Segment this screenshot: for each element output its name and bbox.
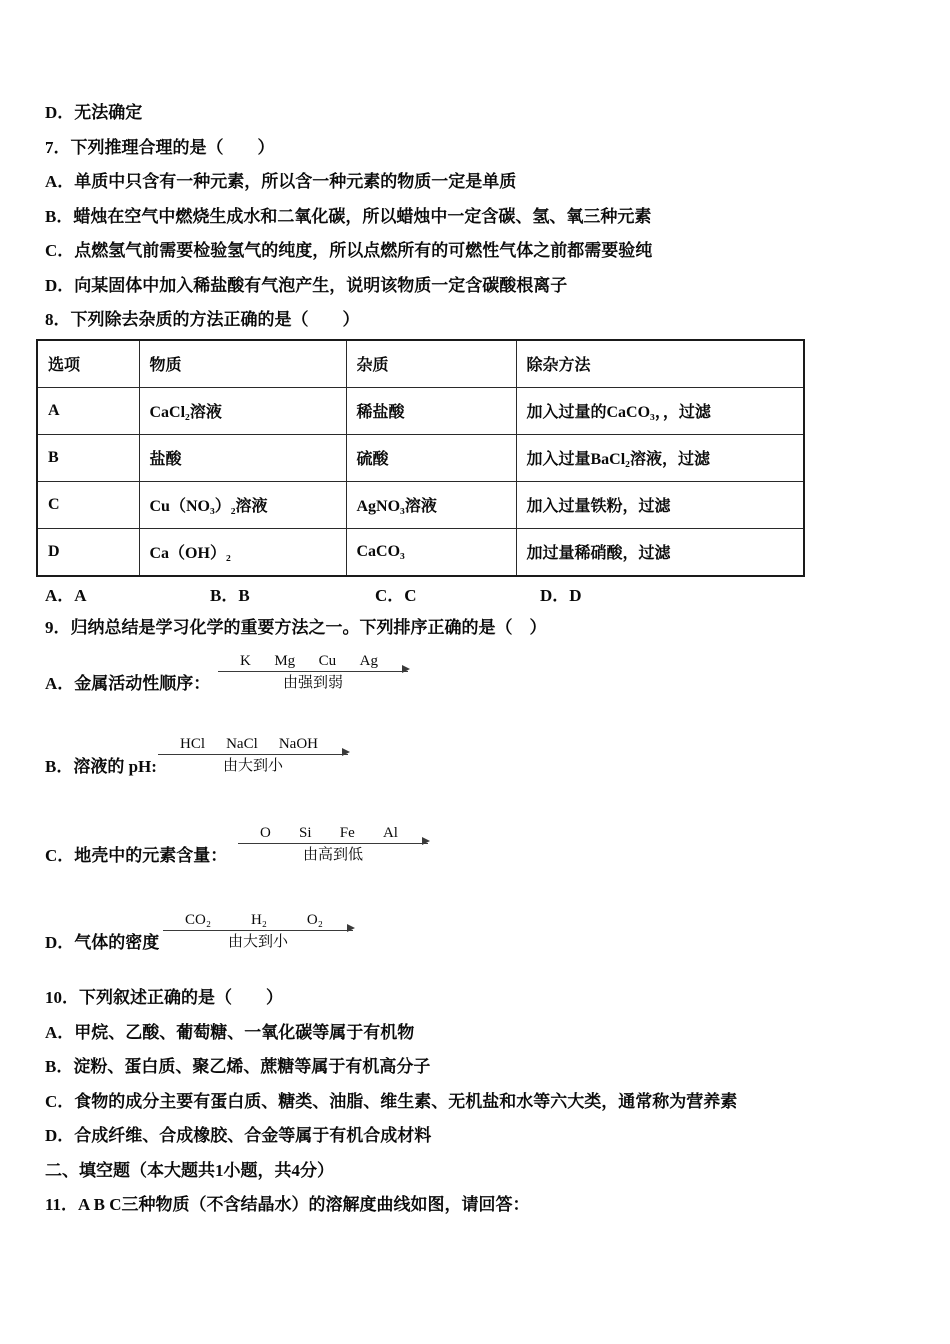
header-substance: 物质 [139, 340, 346, 388]
sequence-item: O₂ [306, 912, 323, 928]
sequence-direction: 由强到弱 [282, 675, 343, 691]
sequence-item: H₂ [250, 912, 268, 928]
sequence-direction: 由大到小 [222, 758, 283, 774]
sequence-item: CO₂ [185, 912, 212, 928]
q7-option-b: B．蜡烛在空气中燃烧生成水和二氧化碳，所以蜡烛中一定含碳、氢、氧三种元素 [45, 206, 652, 226]
q7-option-d: D．向某固体中加入稀盐酸有气泡产生，说明该物质一定含碳酸根离子 [45, 275, 568, 295]
sequence-diagram-metal-activity [218, 651, 408, 694]
q8-answer-choices [45, 581, 907, 611]
arrow-head-icon [342, 748, 350, 756]
cell-option: B [37, 434, 139, 481]
sequence-direction: 由大到小 [227, 934, 288, 950]
q10-option-b: B．淀粉、蛋白质、聚乙烯、蔗糖等属于有机高分子 [45, 1057, 431, 1076]
q9-option-d-label: D．气体的密度 [45, 933, 160, 952]
q9-option-c-row [45, 823, 907, 866]
header-impurity: 杂质 [346, 340, 516, 388]
q7-stem: 7．下列推理合理的是（ ） [45, 137, 275, 157]
sequence-item: NaOH [278, 736, 318, 752]
arrow-head-icon [402, 665, 410, 673]
q8-stem: 8．下列除去杂质的方法正确的是（ ） [45, 310, 360, 329]
section-2-heading: 二、填空题（本大题共1小题，共4分） [45, 1160, 334, 1180]
cell-option: A [37, 387, 139, 434]
table-row [37, 434, 804, 481]
arrow-head-icon [422, 837, 430, 845]
sequence-item: O [260, 825, 271, 841]
cell-substance: Ca（OH）₂ [139, 528, 346, 576]
cell-impurity: AgNO₃溶液 [346, 481, 516, 528]
table-row [37, 481, 804, 528]
q8-answer-a: A．A [45, 585, 87, 605]
sequence-diagram-gas-density [163, 910, 353, 953]
sequence-items [238, 823, 428, 844]
cell-method: 加入过量铁粉，过滤 [516, 481, 804, 528]
header-option: 选项 [37, 340, 139, 388]
q9-option-b-row [45, 734, 907, 777]
sequence-direction: 由高到低 [302, 847, 363, 863]
q10-option-c: C．食物的成分主要有蛋白质、糖类、油脂、维生素、无机盐和水等六大类，通常称为营养素 [45, 1091, 738, 1111]
q7-option-c: C．点燃氢气前需要检验氢气的纯度，所以点燃所有的可燃性气体之前都需要验纯 [45, 241, 653, 260]
sequence-item: NaCl [226, 736, 258, 752]
sequence-item: Cu [318, 653, 337, 669]
q9-stem: 9．归纳总结是学习化学的重要方法之一。下列排序正确的是（ ） [45, 617, 547, 637]
cell-method: 加入过量BaCl₂溶液，过滤 [516, 434, 804, 481]
sequence-diagram-ph [158, 734, 348, 777]
sequence-item: Al [382, 825, 398, 841]
cell-substance: CaCl₂溶液 [139, 387, 346, 434]
cell-substance: 盐酸 [139, 434, 346, 481]
header-method: 除杂方法 [516, 340, 804, 388]
cell-impurity: 稀盐酸 [346, 387, 516, 434]
q9-option-c-label: C．地壳中的元素含量： [45, 846, 228, 865]
cell-impurity: 硫酸 [346, 434, 516, 481]
exam-content [45, 96, 907, 1223]
q8-answer-b: B．B [210, 585, 250, 605]
q6-option-d: D．无法确定 [45, 103, 143, 122]
cell-option: C [37, 481, 139, 528]
sequence-diagram-crust-elements [238, 823, 428, 866]
sequence-item: Si [299, 825, 312, 841]
q9-option-a-label: A．金属活动性顺序： [45, 674, 211, 693]
sequence-item: Fe [339, 825, 355, 841]
arrow-head-icon [347, 924, 355, 932]
sequence-items [218, 651, 408, 672]
q8-purification-table [36, 339, 805, 577]
sequence-items [163, 910, 353, 931]
q11-stem: 11．A B C三种物质（不含结晶水）的溶解度曲线如图，请回答： [45, 1195, 530, 1214]
cell-option: D [37, 528, 139, 576]
sequence-item: HCl [180, 736, 206, 752]
cell-method: 加入过量的CaCO₃，，过滤 [516, 387, 804, 434]
cell-impurity: CaCO₃ [346, 528, 516, 576]
sequence-item: Ag [359, 653, 378, 669]
sequence-item: Mg [274, 653, 296, 669]
q8-answer-c: C．C [375, 585, 417, 605]
table-row [37, 528, 804, 576]
cell-substance: Cu（NO₃）₂溶液 [139, 481, 346, 528]
q10-option-d: D．合成纤维、合成橡胶、合金等属于有机合成材料 [45, 1126, 432, 1145]
q10-option-a: A．甲烷、乙酸、葡萄糖、一氧化碳等属于有机物 [45, 1022, 415, 1042]
sequence-items [158, 734, 348, 755]
table-header-row [37, 340, 804, 388]
q7-option-a: A．单质中只含有一种元素，所以含一种元素的物质一定是单质 [45, 172, 517, 191]
cell-method: 加过量稀硝酸，过滤 [516, 528, 804, 576]
q9-option-a-row [45, 651, 907, 694]
q8-answer-d: D．D [540, 585, 582, 605]
sequence-item: K [240, 653, 251, 669]
q9-option-d-row [45, 910, 907, 953]
q9-option-b-label: B．溶液的 pH: [45, 757, 157, 776]
q10-stem: 10．下列叙述正确的是（ ） [45, 988, 283, 1007]
table-row [37, 387, 804, 434]
